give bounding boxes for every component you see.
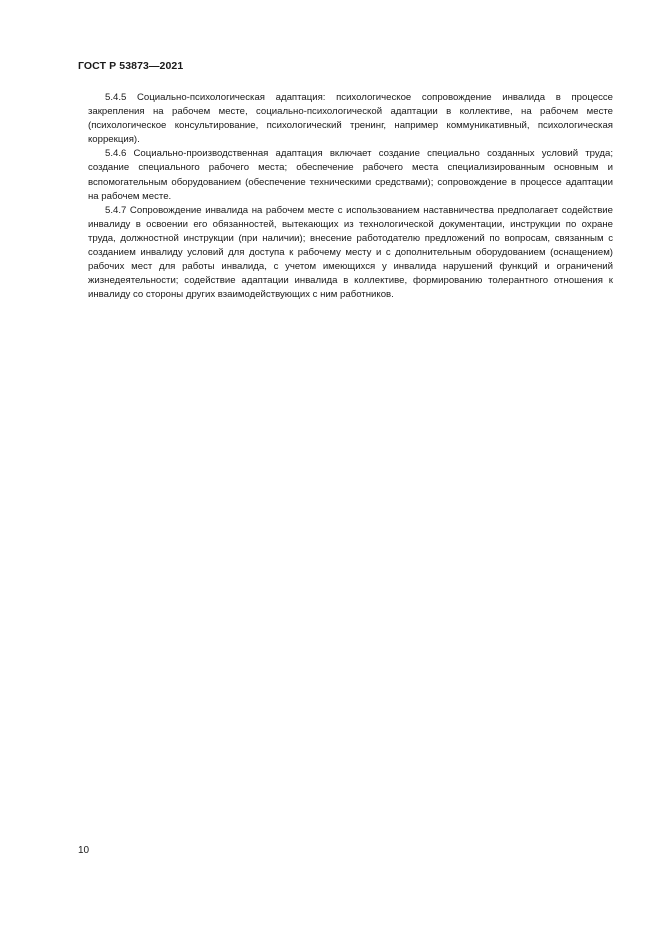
paragraph-5-4-5: 5.4.5 Социально-психологическая адаптация: психологическое сопровождение инвалида в процессе закрепления на рабочем месте, социально-психологической адаптации в коллективе, на рабочем месте (психологическое консультирование, психологический тренинг, например коммуникативный, психологическая коррекция). (88, 92, 613, 146)
document-body (88, 91, 613, 302)
paragraph-5-4-7: 5.4.7 Сопровождение инвалида на рабочем месте с использованием наставничества предполагает содействие инвалиду в освоении его обязанностей, вытекающих из технологической документации, инструкции по охране труда, должностной инструкции (при наличии); внесение работодателю предложений по вопросам, связанным с созданием инвалиду условий для доступа к рабочему месту и с дополнительным оборудованием (оснащением) рабочих мест для работы инвалида, с учетом имеющихся у инвалида нарушений функций и ограничений жизнедеятельности; содействие адаптации инвалида в коллективе, формированию толерантного отношения к инвалиду со стороны других взаимодействующих с ним работников. (88, 204, 613, 301)
paragraph-5-4-6: 5.4.6 Социально-производственная адаптация включает создание специально созданных условий труда; создание специального рабочего места; обеспечение рабочего места специализированным основным и вспомогательным оборудованием (обеспечение техническими средствами); сопровождение в процессе адаптации на рабочем месте. (88, 148, 613, 202)
page-number: 10 (78, 845, 90, 856)
document-code-header: ГОСТ Р 53873—2021 (78, 60, 184, 72)
